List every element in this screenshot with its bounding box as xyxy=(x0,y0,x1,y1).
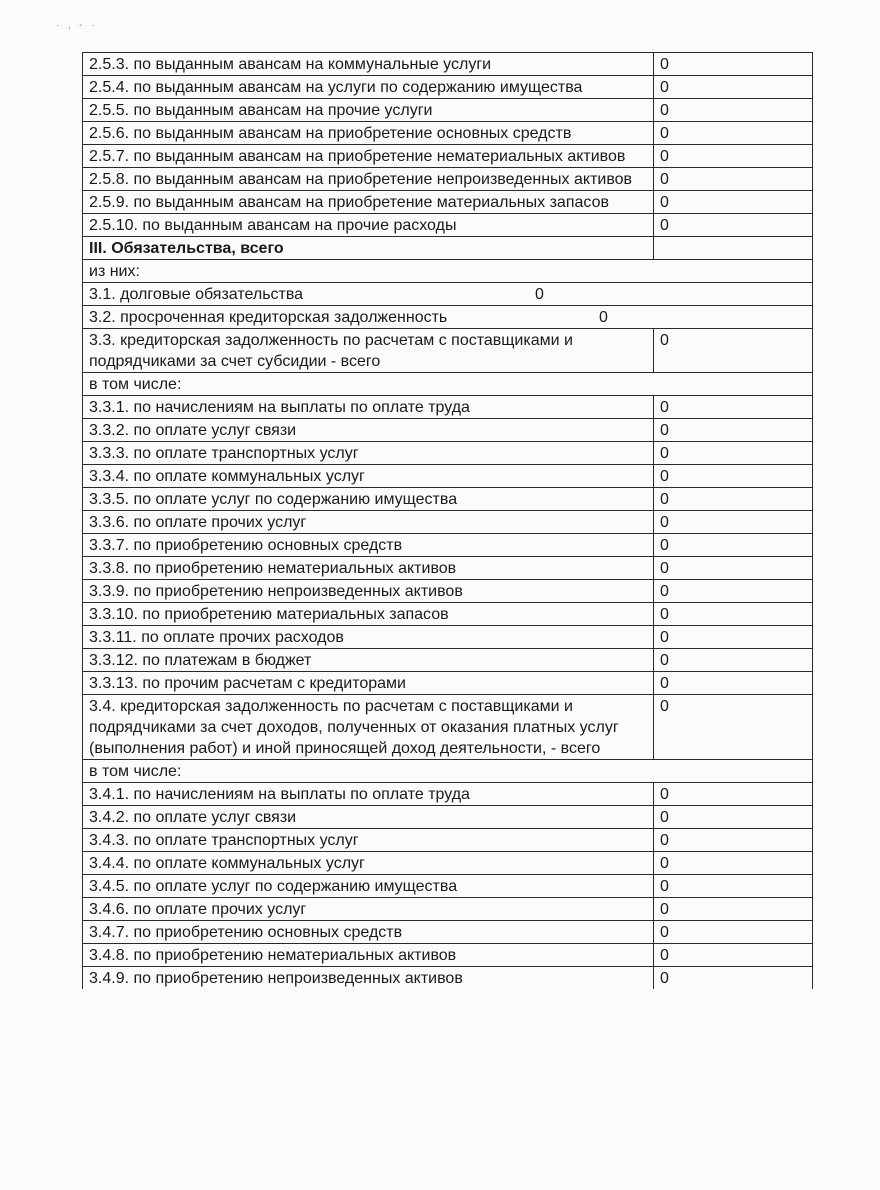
row-value: 0 xyxy=(654,783,813,806)
table-row xyxy=(83,442,813,465)
row-label: 3.3.8. по приобретению нематериальных активов xyxy=(83,557,654,580)
row-label: 3.3.5. по оплате услуг по содержанию имущества xyxy=(83,488,654,511)
row-value: 0 xyxy=(654,557,813,580)
row-label: 3.3.2. по оплате услуг связи xyxy=(83,419,654,442)
row-value: 0 xyxy=(654,672,813,695)
table-row xyxy=(83,511,813,534)
row-value: 0 xyxy=(654,649,813,672)
row-label: 3.3.3. по оплате транспортных услуг xyxy=(83,442,654,465)
table-row xyxy=(83,852,813,875)
row-value: 0 xyxy=(599,309,608,326)
table-row xyxy=(83,829,813,852)
table-row xyxy=(83,921,813,944)
row-value: 0 xyxy=(654,875,813,898)
table-row xyxy=(83,329,813,373)
subsection-label: в том числе: xyxy=(83,373,813,396)
row-label: 3.4.5. по оплате услуг по содержанию имущества xyxy=(83,875,654,898)
row-value: 0 xyxy=(654,626,813,649)
table-row xyxy=(83,145,813,168)
row-label: 2.5.6. по выданным авансам на приобретение основных средств xyxy=(83,122,654,145)
row-value: 0 xyxy=(654,122,813,145)
row-label: 3.3.1. по начислениям на выплаты по оплате труда xyxy=(83,396,654,419)
subsection-label: в том числе: xyxy=(83,760,813,783)
table-row xyxy=(83,672,813,695)
table-row xyxy=(83,53,813,76)
section-heading: III. Обязательства, всего xyxy=(83,237,654,260)
row-label: 3.3.4. по оплате коммунальных услуг xyxy=(83,465,654,488)
table-row xyxy=(83,488,813,511)
report-table-body xyxy=(83,53,813,990)
row-value: 0 xyxy=(654,145,813,168)
row-value: 0 xyxy=(654,829,813,852)
subsection-label: из них: xyxy=(83,260,813,283)
row-label: 3.4.3. по оплате транспортных услуг xyxy=(83,829,654,852)
row-label: 2.5.8. по выданным авансам на приобретение непроизведенных активов xyxy=(83,168,654,191)
row-label: 2.5.7. по выданным авансам на приобретение нематериальных активов xyxy=(83,145,654,168)
table-row xyxy=(83,695,813,760)
row-value: 0 xyxy=(654,967,813,990)
table-row xyxy=(83,944,813,967)
row-label: 3.3.11. по оплате прочих расходов xyxy=(83,626,654,649)
row-label: 3.1. долговые обязательства xyxy=(89,286,304,303)
row-value: 0 xyxy=(654,852,813,875)
financial-report-table xyxy=(82,52,813,989)
table-row xyxy=(83,191,813,214)
row-value: 0 xyxy=(654,191,813,214)
row-value: 0 xyxy=(654,396,813,419)
table-row xyxy=(83,237,813,260)
row-label: 3.4.9. по приобретению непроизведенных активов xyxy=(83,967,654,990)
row-label: 3.3. кредиторская задолженность по расчетам с поставщиками и подрядчиками за счет субсидии - всего xyxy=(83,329,654,373)
table-row xyxy=(83,875,813,898)
table-row xyxy=(83,603,813,626)
table-row xyxy=(83,122,813,145)
row-label: 3.3.9. по приобретению непроизведенных активов xyxy=(83,580,654,603)
row-value: 0 xyxy=(654,695,813,760)
table-row xyxy=(83,373,813,396)
row-label: 2.5.5. по выданным авансам на прочие услуги xyxy=(83,99,654,122)
row-label: 2.5.4. по выданным авансам на услуги по содержанию имущества xyxy=(83,76,654,99)
row-label: 3.4.6. по оплате прочих услуг xyxy=(83,898,654,921)
row-label: 3.3.12. по платежам в бюджет xyxy=(83,649,654,672)
table-row xyxy=(83,396,813,419)
table-row xyxy=(83,283,813,306)
row-label: 3.4.2. по оплате услуг связи xyxy=(83,806,654,829)
table-row xyxy=(83,419,813,442)
row-value: 0 xyxy=(654,534,813,557)
table-row xyxy=(83,967,813,990)
row-label: 2.5.9. по выданным авансам на приобретение материальных запасов xyxy=(83,191,654,214)
table-row xyxy=(83,76,813,99)
table-row xyxy=(83,806,813,829)
row-label: 3.4.8. по приобретению нематериальных активов xyxy=(83,944,654,967)
table-row xyxy=(83,534,813,557)
row-value: 0 xyxy=(654,511,813,534)
table-row xyxy=(83,649,813,672)
table-row xyxy=(83,626,813,649)
row-label: 2.5.3. по выданным авансам на коммунальные услуги xyxy=(83,53,654,76)
row-value: 0 xyxy=(654,329,813,373)
row-label: 3.4.1. по начислениям на выплаты по оплате труда xyxy=(83,783,654,806)
row-label: 3.3.6. по оплате прочих услуг xyxy=(83,511,654,534)
row-value: 0 xyxy=(654,99,813,122)
row-value: 0 xyxy=(654,53,813,76)
row-value: 0 xyxy=(654,168,813,191)
row-label: 2.5.10. по выданным авансам на прочие расходы xyxy=(83,214,654,237)
row-value: 0 xyxy=(654,603,813,626)
merged-row xyxy=(83,283,813,306)
row-label: 3.3.10. по приобретению материальных запасов xyxy=(83,603,654,626)
page-scan-marks: · ‚ - · xyxy=(56,20,98,31)
table-row xyxy=(83,580,813,603)
table-row xyxy=(83,465,813,488)
table-row xyxy=(83,898,813,921)
table-row xyxy=(83,783,813,806)
table-row xyxy=(83,557,813,580)
row-label: 3.4. кредиторская задолженность по расчетам с поставщиками и подрядчиками за счет доходов, полученных от оказания платных услуг (выполнения работ) и иной приносящей доход деятельности, - всего xyxy=(83,695,654,760)
row-value: 0 xyxy=(654,442,813,465)
row-value: 0 xyxy=(535,286,544,303)
row-value: 0 xyxy=(654,214,813,237)
row-label: 3.3.7. по приобретению основных средств xyxy=(83,534,654,557)
row-value xyxy=(654,237,813,260)
row-label: 3.4.7. по приобретению основных средств xyxy=(83,921,654,944)
table-row xyxy=(83,214,813,237)
row-value: 0 xyxy=(654,898,813,921)
table-row xyxy=(83,99,813,122)
table-row xyxy=(83,260,813,283)
table-row xyxy=(83,760,813,783)
row-value: 0 xyxy=(654,488,813,511)
row-value: 0 xyxy=(654,76,813,99)
merged-row xyxy=(83,306,813,329)
row-value: 0 xyxy=(654,419,813,442)
table-row xyxy=(83,306,813,329)
row-label: 3.3.13. по прочим расчетам с кредиторами xyxy=(83,672,654,695)
row-value: 0 xyxy=(654,921,813,944)
row-label: 3.4.4. по оплате коммунальных услуг xyxy=(83,852,654,875)
row-value: 0 xyxy=(654,806,813,829)
row-value: 0 xyxy=(654,580,813,603)
row-value: 0 xyxy=(654,465,813,488)
row-label: 3.2. просроченная кредиторская задолженность xyxy=(89,309,448,326)
table-row xyxy=(83,168,813,191)
row-value: 0 xyxy=(654,944,813,967)
